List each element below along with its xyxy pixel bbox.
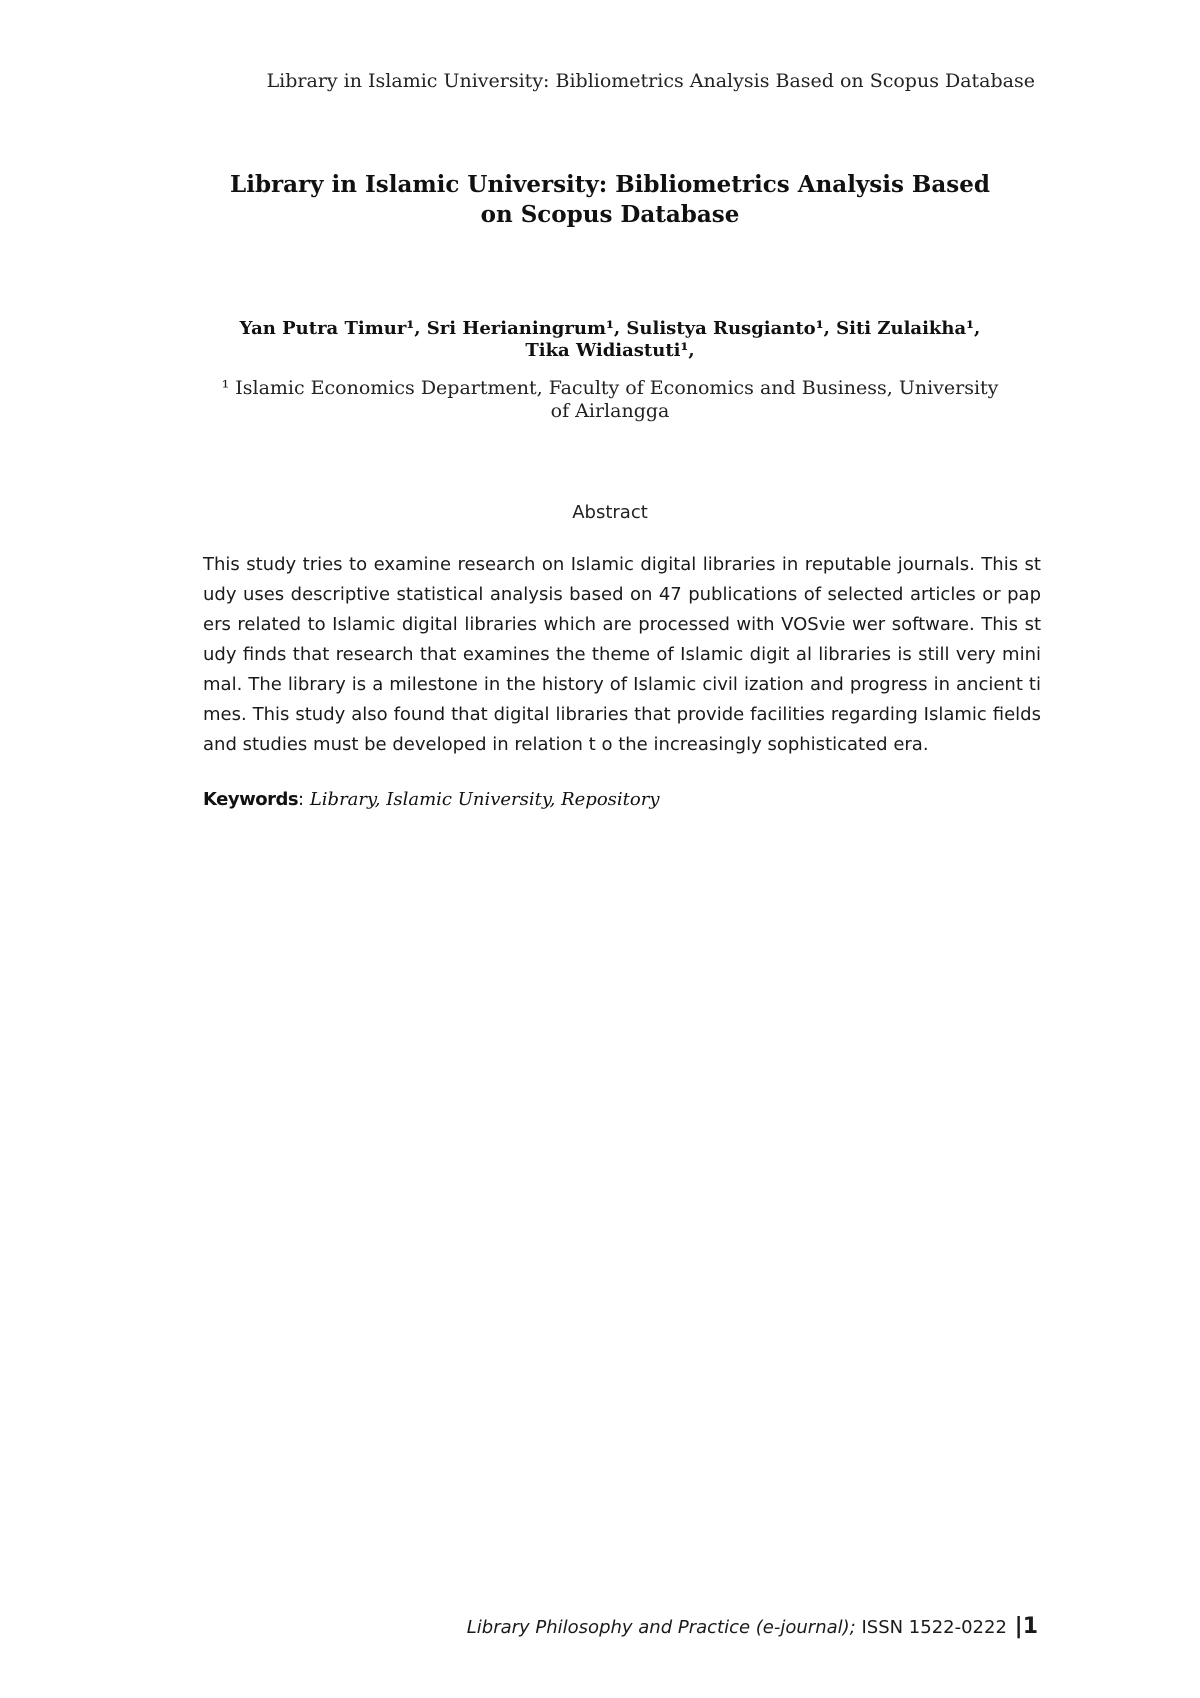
author-list-line-1: Yan Putra Timur¹, Sri Herianingrum¹, Sulistya Rusgianto¹, Siti Zulaikha¹, <box>239 318 981 339</box>
affiliation <box>190 377 1030 423</box>
paper-title-line-1: Library in Islamic University: Bibliometrics Analysis Based <box>230 171 990 198</box>
page-footer <box>467 1614 1038 1639</box>
footer-issn: ISSN 1522-0222 <box>855 1617 1013 1638</box>
paper-title-line-2: on Scopus Database <box>480 201 740 228</box>
running-header: Library in Islamic University: Bibliometrics Analysis Based on Scopus Database <box>266 70 1035 92</box>
affiliation-line-2: of Airlangga <box>550 400 670 422</box>
abstract-heading: Abstract <box>572 502 648 523</box>
keywords-line <box>203 789 660 810</box>
abstract-body: This study tries to examine research on Islamic digital libraries in reputable journals. This study uses descriptive statistical analysis based on 47 publications of selected articles or papers related to Islamic digital libraries which are processed with VOSvie wer software. This study finds that research that examines the theme of Islamic digit al libraries is still very minimal. The library is a milestone in the history of Islamic civil ization and progress in ancient times. This study also found that digital libraries that provide facilities regarding Islamic fields and studies must be developed in relation t o the increasingly sophisticated era. <box>203 554 1041 755</box>
keywords-values: Library, Islamic University, Repository <box>309 789 660 810</box>
affiliation-line-1: ¹ Islamic Economics Department, Faculty of Economics and Business, University <box>221 377 999 399</box>
author-list <box>170 318 1050 362</box>
page-number: 1 <box>1022 1614 1038 1639</box>
footer-journal-name: Library Philosophy and Practice (e-journal); <box>466 1617 856 1638</box>
footer-separator: | <box>1014 1614 1023 1639</box>
paper-title <box>200 170 1020 230</box>
keywords-label: Keywords <box>203 789 299 810</box>
author-list-line-2: Tika Widiastuti¹, <box>525 340 695 361</box>
keywords-colon: : <box>298 789 310 810</box>
